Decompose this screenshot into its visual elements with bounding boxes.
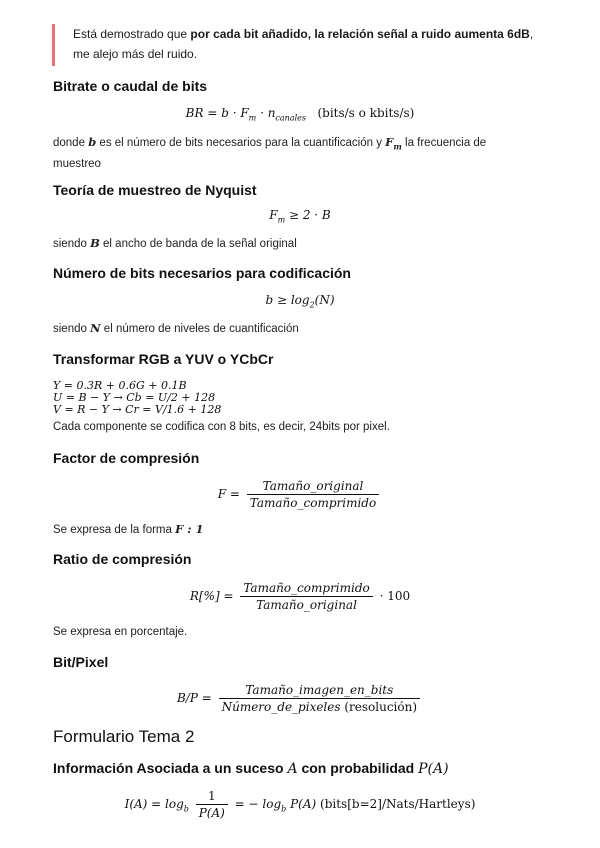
numerator: Tamaño_imagen_en_bits [219, 682, 420, 699]
text: el número de niveles de cuantificación [100, 323, 299, 335]
text: Se expresa de la forma [53, 524, 176, 536]
formula-informacion [0, 788, 600, 821]
text: es el número de bits necesarios para la cuantificación y [96, 137, 386, 149]
formula-end: P(A) [286, 797, 317, 811]
formula-part: F [269, 208, 278, 222]
var-f: F : 1 [175, 522, 204, 536]
formula-units: (bits[b=2]/Nats/Hartleys) [320, 797, 476, 811]
formula-sub: b [183, 804, 189, 814]
numerator: Tamaño_comprimido [240, 580, 372, 597]
bits-description [53, 319, 553, 338]
formula-part: ≥ 2 · B [285, 208, 331, 222]
quote-punct: , [529, 27, 534, 41]
var-b: b [88, 135, 97, 149]
formula-lhs: I(A) = log [124, 797, 184, 811]
heading-formulario-tema-2: Formulario Tema 2 [53, 727, 195, 746]
formula-bitrate-sub-canales: canales [275, 113, 306, 123]
quote-bold-text: por cada bit añadido, la relación señal a ruido aumenta 6dB [190, 27, 530, 41]
formula-bitrate-units: (bits/s o kbits/s) [317, 106, 415, 120]
heading-nyquist: Teoría de muestreo de Nyquist [53, 182, 257, 198]
heading-informacion-asociada [53, 760, 449, 777]
formula-sub: b [281, 804, 287, 814]
formula-bitrate [0, 106, 600, 122]
formula-nyquist [0, 208, 600, 224]
text: con probabilidad [297, 760, 419, 776]
heading-bitpixel: Bit/Pixel [53, 654, 109, 670]
text: el ancho de banda de la señal original [99, 238, 297, 250]
quote-line-2: me alejo más del ruido. [73, 47, 198, 61]
fraction [196, 788, 228, 821]
formula-bits [0, 293, 600, 309]
formula-factor [0, 478, 600, 511]
formula-sub: 2 [309, 300, 315, 310]
text: siendo [53, 323, 91, 335]
formula-bitpixel [0, 682, 600, 715]
var-a: A [287, 761, 298, 777]
denominator: Tamaño_original [256, 598, 357, 612]
var-b: B [90, 236, 100, 250]
heading-ratio: Ratio de compresión [53, 551, 192, 567]
formula-part: (N) [314, 293, 335, 307]
text: muestreo [53, 158, 101, 171]
rgb-description: Cada componente se codifica con 8 bits, es decir, 24bits por pixel. [53, 421, 390, 433]
heading-factor: Factor de compresión [53, 450, 200, 466]
formula-lhs: B/P = [176, 691, 212, 705]
numerator: 1 [196, 788, 228, 805]
rgb-line-u: U = B − Y → Cb = U/2 + 128 [53, 391, 216, 404]
heading-bitrate: Bitrate o caudal de bits [53, 78, 208, 94]
formula-rhs: · 100 [379, 589, 411, 603]
formula-bitrate-mid: · n [256, 106, 276, 120]
formula-lhs: R[%] = [189, 589, 234, 603]
var-fm-sub: m [393, 141, 402, 152]
formula-sub: m [277, 215, 286, 225]
formula-bitrate-lhs: BR = b · F [185, 106, 249, 120]
formula-mid: = − log [234, 797, 282, 811]
formula-bitrate-sub-m: m [248, 113, 257, 123]
quote-text: Está demostrado que [73, 27, 191, 41]
formula-ratio [0, 580, 600, 613]
text: siendo [53, 238, 91, 250]
denominator-suffix: (resolución) [340, 700, 418, 714]
denominator: P(A) [198, 806, 225, 820]
var-fm: F [385, 135, 394, 149]
heading-rgb: Transformar RGB a YUV o YCbCr [53, 351, 274, 367]
heading-bits: Número de bits necesarios para codificación [53, 265, 351, 281]
rgb-line-v: V = R − Y → Cr = V/1.6 + 128 [53, 403, 222, 416]
bitrate-description [53, 133, 553, 173]
var-pa: P(A) [418, 761, 449, 777]
rgb-formulas [53, 380, 221, 416]
fraction [247, 478, 379, 511]
factor-description [53, 520, 553, 539]
text: Información Asociada a un suceso [53, 760, 288, 776]
formula-lhs: F = [217, 487, 240, 501]
ratio-description: Se expresa en porcentaje. [53, 626, 188, 638]
denominator: Número_de_pixeles [221, 700, 341, 714]
formula-part: b ≥ log [265, 293, 310, 307]
nyquist-description [53, 234, 553, 253]
text: la frecuencia de [401, 137, 487, 149]
blockquote-note [52, 24, 552, 66]
rgb-line-y: Y = 0.3R + 0.6G + 0.1B [53, 379, 187, 392]
fraction [240, 580, 372, 613]
text: donde [53, 137, 89, 149]
denominator: Tamaño_comprimido [249, 496, 377, 510]
var-n: N [90, 321, 101, 335]
numerator: Tamaño_original [247, 478, 379, 495]
fraction [219, 682, 420, 715]
